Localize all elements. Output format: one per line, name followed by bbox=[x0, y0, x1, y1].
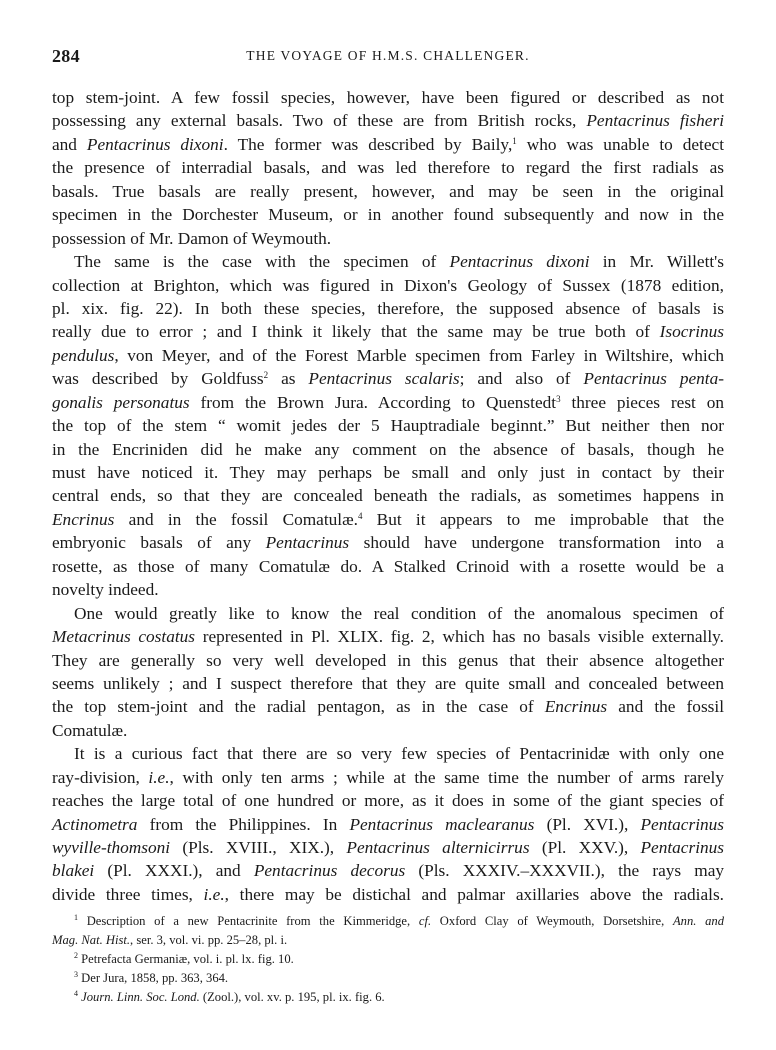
text-run: It is a curious fact that there are so very few species of Pentacrinidæ with only one bbox=[74, 744, 724, 764]
text-run: specimen in the Dorchester Museum, or in another found subsequently and now in the bbox=[52, 205, 724, 225]
text-run: Der Jura, 1858, pp. 363, 364. bbox=[81, 971, 229, 985]
text-run: basals. True basals are really present, however, and may be seen in the original bbox=[52, 181, 724, 201]
italic-text: Actinometra bbox=[52, 814, 138, 834]
text-run: who was unable to detect bbox=[516, 134, 724, 154]
text-line bbox=[52, 227, 724, 250]
text-line bbox=[52, 133, 724, 156]
text-line bbox=[52, 555, 724, 578]
text-run: from the Philippines. In bbox=[137, 814, 350, 834]
text-run: But it appears to me improbable that the bbox=[362, 509, 724, 529]
text-line bbox=[52, 274, 724, 297]
text-line bbox=[52, 625, 724, 648]
italic-text: Pentacrinus fisheri bbox=[586, 111, 724, 131]
text-line bbox=[52, 766, 724, 789]
italic-text: Pentacrinus penta- bbox=[583, 369, 724, 389]
page-number: 284 bbox=[52, 46, 80, 66]
text-run: and the fossil bbox=[607, 697, 724, 717]
text-run: top stem-joint. A few fossil species, however, have been figured or described as not bbox=[52, 88, 724, 107]
italic-text: Metacrinus costatus bbox=[52, 627, 196, 647]
text-run: (Zool.), vol. xv. p. 195, pl. ix. fig. 6. bbox=[199, 990, 385, 1004]
text-run: as bbox=[268, 369, 309, 389]
text-run: in the Encriniden did he make any comment on the absence of basals, though he bbox=[52, 439, 724, 459]
footnote-reference: 1 bbox=[512, 135, 517, 146]
text-line bbox=[52, 414, 724, 437]
italic-text: i.e. bbox=[148, 767, 170, 787]
text-line bbox=[52, 461, 724, 484]
text-run: , ser. 3, vol. vi. pp. 25–28, pl. i. bbox=[130, 933, 288, 947]
text-line bbox=[52, 320, 724, 343]
text-line bbox=[52, 86, 724, 109]
text-run: represented in Pl. XLIX. fig. 2, which has no basals visible externally. bbox=[195, 627, 724, 647]
italic-text: Pentacrinus dixoni bbox=[449, 252, 590, 272]
text-line bbox=[52, 508, 724, 531]
paragraph-first-line bbox=[52, 250, 724, 273]
footnote-reference: 2 bbox=[263, 370, 269, 381]
text-run: rosette, as those of many Comatulæ do. A Stalked Crinoid with a rosette would be a bbox=[52, 556, 724, 576]
text-run: from the Brown Jura. According to Quenstedt bbox=[189, 392, 557, 412]
footnote-line bbox=[52, 988, 724, 1007]
running-head bbox=[52, 46, 724, 68]
text-line bbox=[52, 649, 724, 672]
text-run: , there may be distichal and palmar axillaries above the radials. bbox=[224, 884, 725, 904]
footnote-line bbox=[52, 931, 724, 950]
text-line bbox=[52, 836, 724, 859]
text-run: (Pls. XXXIV.–XXXVII.), the rays may bbox=[405, 861, 725, 881]
text-line bbox=[52, 789, 724, 812]
text-line bbox=[52, 180, 724, 203]
italic-text: Pentacrinus dixoni bbox=[86, 134, 224, 154]
italic-text: Pentacrinus bbox=[640, 814, 725, 834]
text-run: central ends, so that they are concealed beneath the radials, as sometimes happens in bbox=[52, 486, 724, 506]
text-run: three pieces rest on bbox=[560, 392, 725, 412]
running-title: THE VOYAGE OF H.M.S. CHALLENGER. bbox=[246, 48, 530, 63]
italic-text: Encrinus bbox=[544, 697, 608, 717]
italic-text: gonalis personatus bbox=[52, 392, 190, 412]
text-line bbox=[52, 883, 724, 906]
text-run: collection at Brighton, which was figured in Dixon's Geology of Sussex (1878 edition, bbox=[52, 275, 724, 295]
text-run: They are generally so very well developed in this genus that their absence altogether bbox=[52, 650, 724, 670]
footnote-reference: 3 bbox=[556, 393, 561, 404]
italic-text: Pentacrinus alternicirrus bbox=[346, 838, 530, 857]
text-line bbox=[52, 695, 724, 718]
text-run: possessing any external basals. Two of these are from British rocks, bbox=[52, 111, 587, 131]
paragraph-first-line bbox=[52, 742, 724, 765]
text-line bbox=[52, 438, 724, 461]
italic-text: Ann. and bbox=[672, 914, 724, 928]
text-run: in Mr. Willett's bbox=[589, 252, 725, 272]
text-line bbox=[52, 813, 724, 836]
text-run: Description of a new Pentacrinite from the Kimmeridge, bbox=[86, 914, 419, 928]
text-line bbox=[52, 859, 724, 882]
text-run: ; and also of bbox=[459, 369, 584, 389]
footnote-marker: 4 bbox=[74, 989, 78, 998]
italic-text: wyville-thomsoni bbox=[52, 838, 171, 857]
text-run: , with only ten arms ; while at the same time the number of arms rarely bbox=[169, 767, 724, 787]
text-run: (Pl. XVI.), bbox=[534, 814, 641, 834]
text-run: One would greatly like to know the real condition of the anomalous specimen of bbox=[74, 603, 724, 623]
text-run: must have noticed it. They may perhaps be small and only just in contact by their bbox=[52, 463, 724, 482]
text-run: reaches the large total of one hundred or more, as it does in some of the giant species of bbox=[52, 791, 724, 811]
italic-text: blakei bbox=[52, 861, 95, 881]
italic-text: Pentacrinus scalaris bbox=[308, 369, 460, 389]
text-run: should have undergone transformation into a bbox=[349, 533, 724, 553]
text-line bbox=[52, 578, 724, 601]
text-line bbox=[52, 203, 724, 226]
body-text bbox=[52, 86, 724, 906]
text-run: divide three times, bbox=[52, 884, 204, 904]
text-line bbox=[52, 391, 724, 414]
text-line bbox=[52, 367, 724, 390]
italic-text: Journ. Linn. Soc. Lond. bbox=[81, 990, 200, 1004]
text-line bbox=[52, 344, 724, 367]
italic-text: i.e. bbox=[203, 884, 225, 904]
footnote-reference: 4 bbox=[357, 510, 363, 521]
italic-text: Pentacrinus decorus bbox=[253, 861, 406, 881]
text-line bbox=[52, 156, 724, 179]
text-run: novelty indeed. bbox=[52, 580, 159, 600]
paragraph-first-line bbox=[52, 602, 724, 625]
footnote-marker: 3 bbox=[74, 970, 78, 979]
text-run: Oxford Clay of Weymouth, Dorsetshire, bbox=[431, 914, 673, 928]
text-line bbox=[52, 531, 724, 554]
text-run: the presence of interradial basals, and was led therefore to regard the first radials as bbox=[52, 158, 724, 178]
text-run: (Pl. XXV.), bbox=[529, 838, 641, 857]
text-run: was described by Goldfuss bbox=[52, 369, 264, 389]
text-line bbox=[52, 297, 724, 320]
footnote-line bbox=[52, 912, 724, 931]
italic-text: Mag. Nat. Hist. bbox=[52, 933, 131, 947]
text-run: The same is the case with the specimen of bbox=[74, 252, 450, 272]
text-run: . The former was described by Baily, bbox=[223, 134, 513, 154]
text-line bbox=[52, 109, 724, 132]
text-run: Petrefacta Germaniæ, vol. i. pl. lx. fig. 10. bbox=[81, 952, 294, 966]
text-run: and in the fossil Comatulæ. bbox=[114, 509, 358, 529]
text-run: (Pls. XVIII., XIX.), bbox=[170, 838, 347, 857]
text-run: pl. xix. fig. 22). In both these species, therefore, the supposed absence of basals is bbox=[52, 298, 724, 318]
italic-text: Encrinus bbox=[52, 509, 115, 529]
text-run: the top of the stem “ womit jedes der 5 Hauptradiale beginnt.” But neither then nor bbox=[52, 416, 724, 436]
text-run: seems unlikely ; and I suspect therefore that they are quite small and concealed between bbox=[52, 673, 724, 693]
footnote-line bbox=[52, 969, 724, 988]
italic-text: Pentacrinus maclearanus bbox=[349, 814, 535, 834]
text-run: Comatulæ. bbox=[52, 720, 128, 740]
footnote-line bbox=[52, 950, 724, 969]
footnotes bbox=[52, 912, 724, 1007]
text-run: (Pl. XXXI.), and bbox=[94, 861, 254, 881]
text-run: , von Meyer, and of the Forest Marble specimen from Farley in Wiltshire, which bbox=[114, 345, 724, 365]
footnote-marker: 1 bbox=[74, 913, 78, 922]
text-line bbox=[52, 672, 724, 695]
text-line bbox=[52, 719, 724, 742]
text-run: the top stem-joint and the radial pentagon, as in the case of bbox=[52, 697, 545, 717]
text-run: really due to error ; and I think it likely that the same may be true both of bbox=[52, 322, 660, 342]
italic-text: Pentacrinus bbox=[640, 838, 725, 857]
text-run: and bbox=[52, 134, 87, 154]
italic-text: Pentacrinus bbox=[265, 533, 350, 553]
text-run: possession of Mr. Damon of Weymouth. bbox=[52, 228, 332, 248]
text-line bbox=[52, 484, 724, 507]
footnote-marker: 2 bbox=[74, 951, 78, 960]
italic-text: Isocrinus bbox=[659, 322, 724, 342]
text-run: embryonic basals of any bbox=[52, 533, 266, 553]
italic-text: pendulus bbox=[52, 345, 115, 365]
italic-text: cf. bbox=[418, 914, 432, 928]
text-run: ray-division, bbox=[52, 767, 149, 787]
